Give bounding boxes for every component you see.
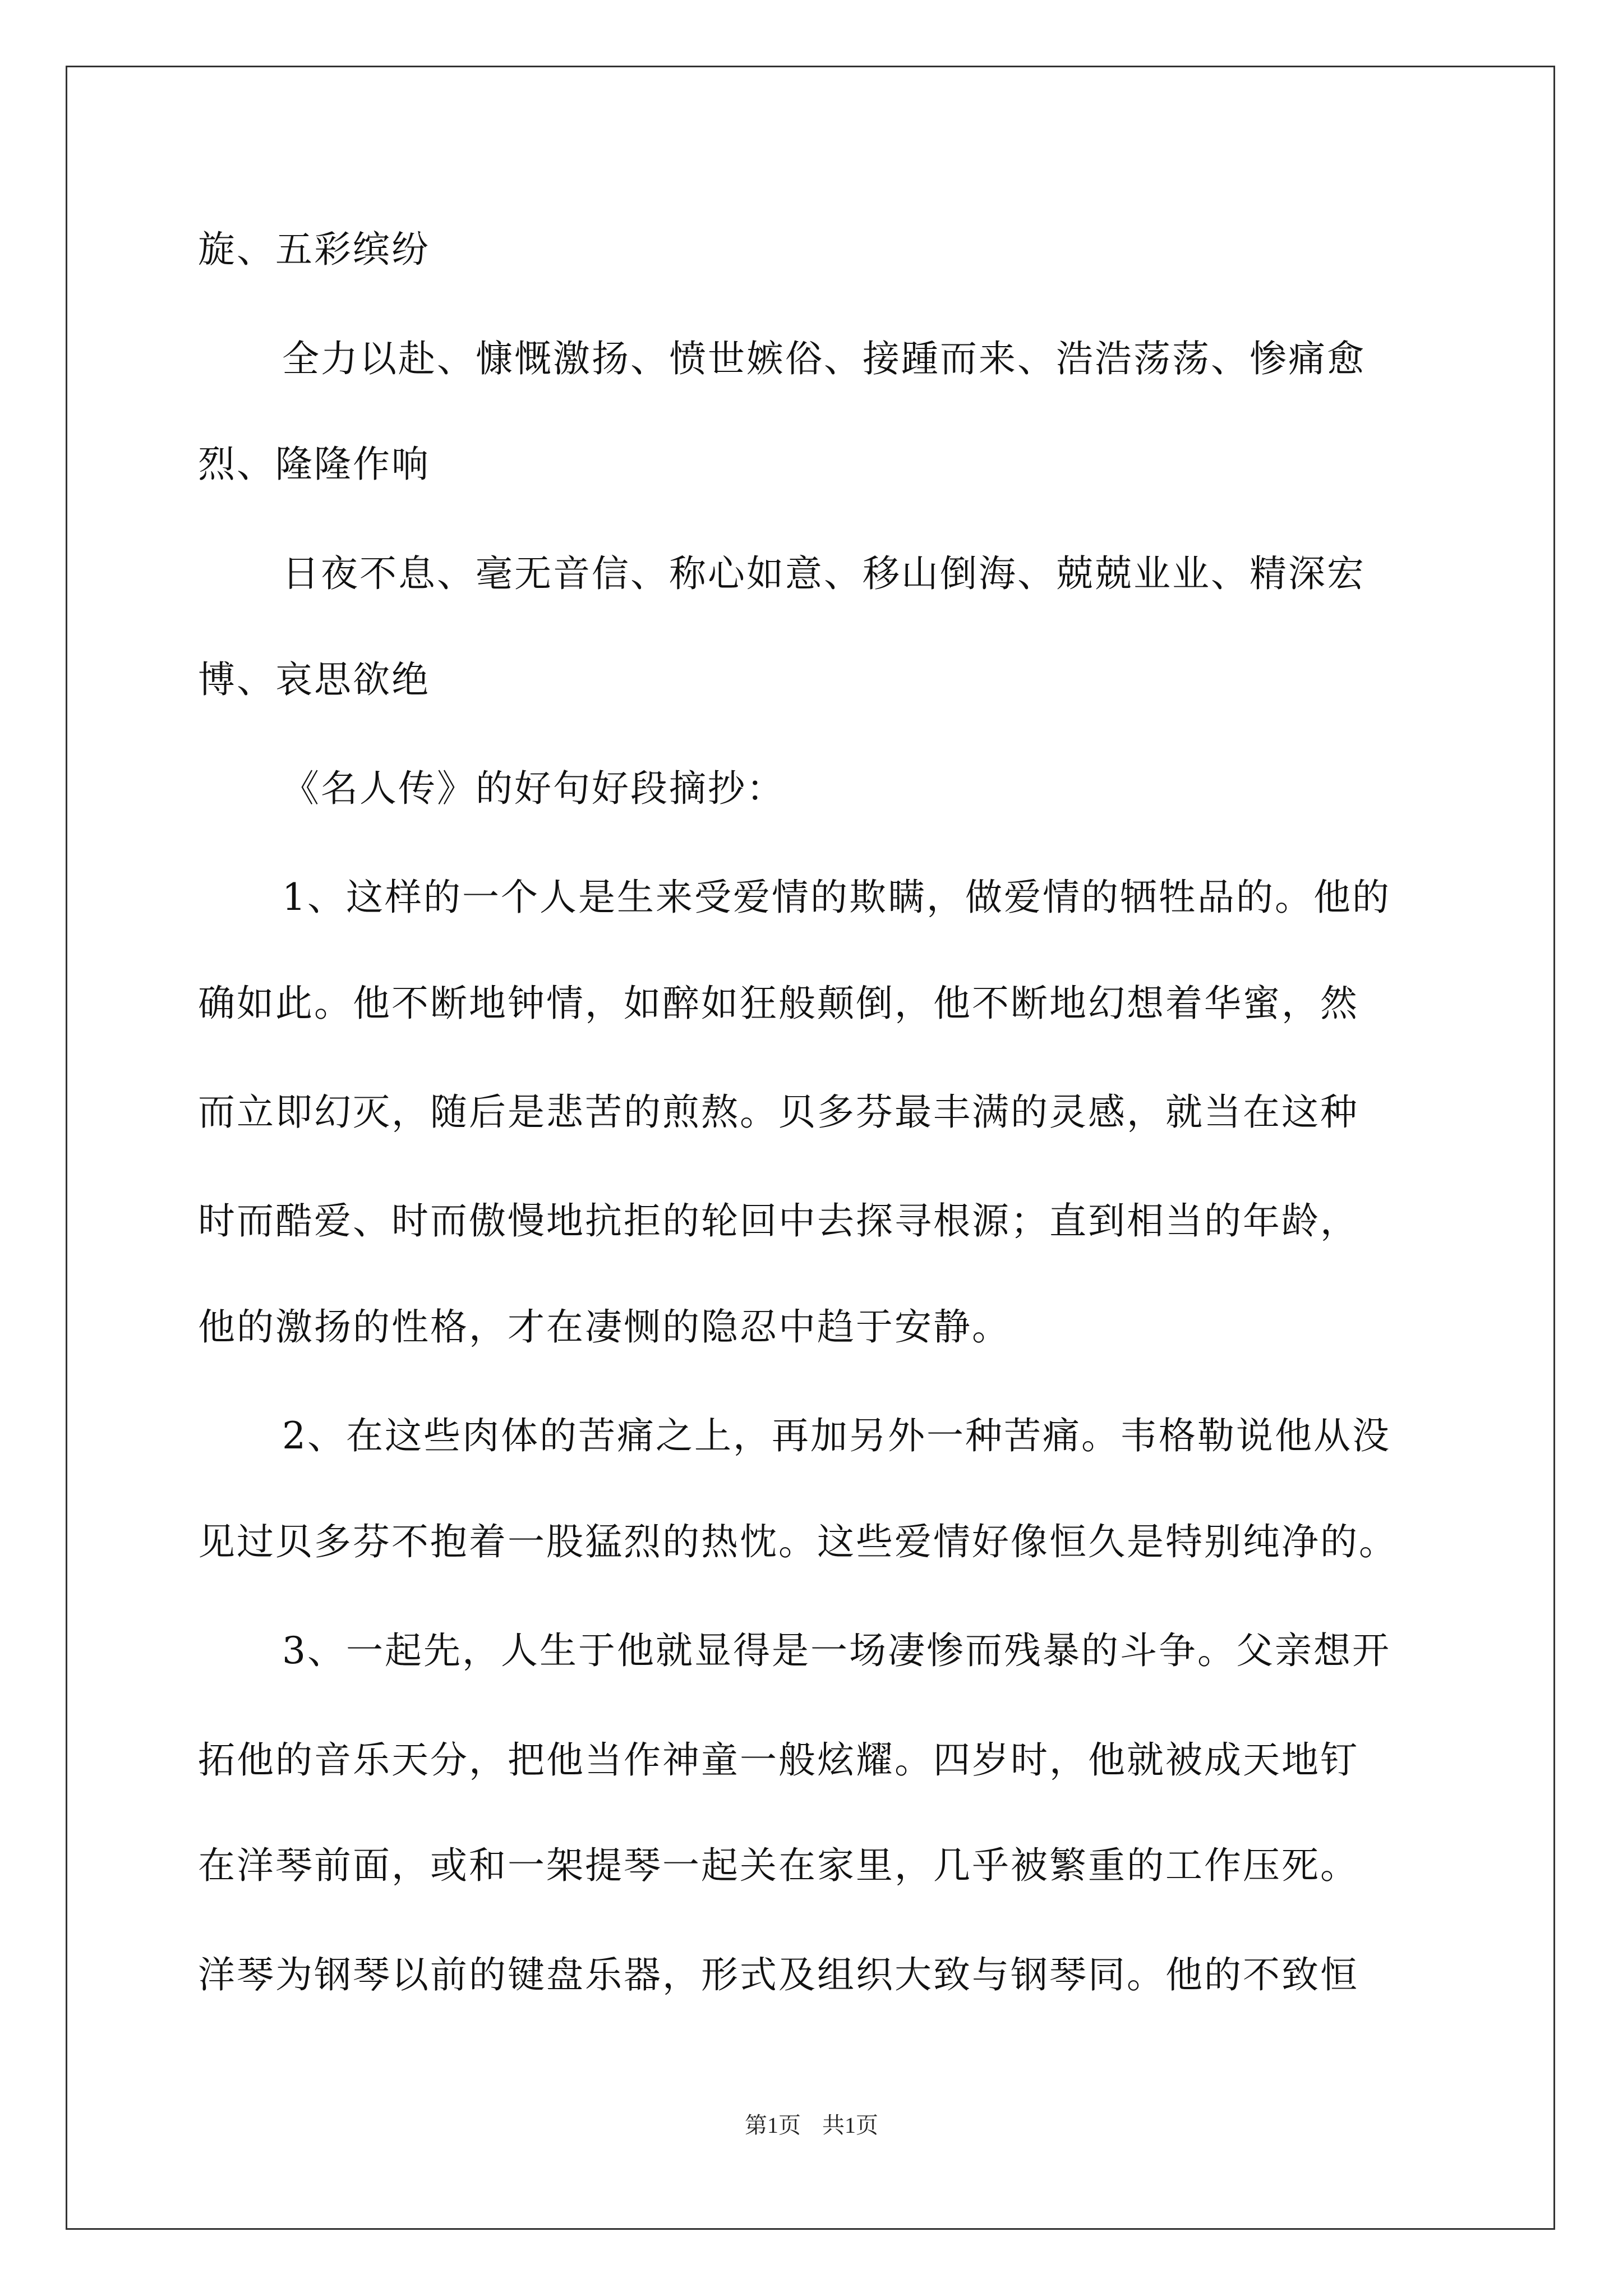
text-line-2: 全力以赴、慷慨激扬、愤世嫉俗、接踵而来、浩浩荡荡、惨痛愈	[282, 337, 1366, 380]
text-line-17: 洋琴为钢琴以前的键盘乐器，形式及组织大致与钢琴同。他的不致恒	[198, 1953, 1359, 1996]
text-line-5: 博、哀思欲绝	[198, 658, 430, 701]
text-line-10: 时而酷爱、时而傲慢地抗拒的轮回中去探寻根源；直到相当的年龄，	[198, 1199, 1359, 1243]
page-number: 第1页	[745, 2113, 801, 2138]
text-line-16: 在洋琴前面，或和一架提琴一起关在家里，几乎被繁重的工作压死。	[198, 1844, 1359, 1887]
text-line-9: 而立即幻灭，随后是悲苦的煎熬。贝多芬最丰满的灵感，就当在这种	[198, 1091, 1359, 1134]
text-line-7: 1、这样的一个人是生来受爱情的欺瞒，做爱情的牺牲品的。他的	[282, 876, 1391, 919]
text-line-8: 确如此。他不断地钟情，如醉如狂般颠倒，他不断地幻想着华蜜，然	[198, 982, 1359, 1025]
page-footer	[0, 2112, 1623, 2139]
text-line-12: 2、在这些肉体的苦痛之上，再加另外一种苦痛。韦格勒说他从没	[282, 1414, 1391, 1457]
text-line-11: 他的激扬的性格，才在凄恻的隐忍中趋于安静。	[198, 1305, 1011, 1349]
text-line-1: 旋、五彩缤纷	[198, 228, 430, 271]
page-border	[66, 66, 1555, 2230]
page-total: 共1页	[822, 2113, 878, 2138]
text-line-14: 3、一起先，人生于他就显得是一场凄惨而残暴的斗争。父亲想开	[282, 1629, 1391, 1672]
text-line-3: 烈、隆隆作响	[198, 443, 430, 486]
text-line-4: 日夜不息、毫无音信、称心如意、移山倒海、兢兢业业、精深宏	[282, 552, 1366, 595]
text-line-13: 见过贝多芬不抱着一股猛烈的热忱。这些爱情好像恒久是特别纯净的。	[198, 1520, 1398, 1563]
text-line-15: 拓他的音乐天分，把他当作神童一般炫耀。四岁时，他就被成天地钉	[198, 1738, 1359, 1782]
text-line-6: 《名人传》的好句好段摘抄：	[282, 767, 785, 810]
